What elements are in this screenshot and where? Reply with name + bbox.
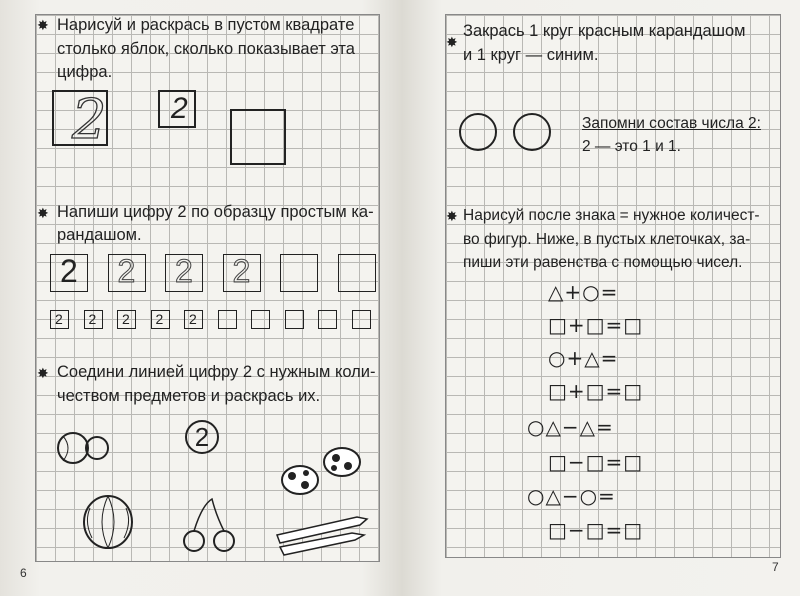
task3-line: чеством предметов и раскрась их.	[57, 387, 321, 405]
equation: △+○=	[548, 280, 619, 304]
tracing-box-small[interactable]	[184, 310, 203, 329]
tracing-box-small[interactable]	[151, 310, 170, 329]
tracing-digit: 2	[117, 253, 136, 289]
circle-blue	[514, 114, 550, 150]
task2-line: рандашом.	[57, 226, 142, 244]
ladybugs-picture[interactable]	[270, 440, 380, 500]
tracing-box[interactable]	[50, 254, 88, 292]
tracing-box[interactable]	[165, 254, 203, 292]
tracing-box-small[interactable]	[285, 310, 304, 329]
remember-title: Запомни состав числа 2:	[582, 115, 761, 132]
task3-line: Соедини линией цифру 2 с нужным коли-	[57, 363, 376, 381]
tracing-digit: 2	[88, 311, 97, 327]
task-line: во фигур. Ниже, в пустых клеточках, за-	[463, 231, 751, 248]
tracing-digit: 2	[55, 311, 63, 327]
equation: ○△−△=	[527, 415, 614, 439]
star-bullet-icon: ✸	[37, 205, 49, 221]
star-bullet-icon: ✸	[446, 208, 458, 224]
tracing-box-small[interactable]	[318, 310, 337, 329]
equation: □−□=□	[548, 518, 644, 542]
pencils-picture[interactable]	[272, 505, 372, 555]
star-bullet-icon: ✸	[37, 365, 49, 381]
tracing-digit: 2	[189, 311, 197, 327]
circle-red	[460, 114, 496, 150]
star-bullet-icon: ✸	[37, 17, 49, 33]
page-number: 6	[20, 566, 27, 580]
circles-to-color	[458, 112, 558, 154]
remember-text: 2 — это 1 и 1.	[582, 138, 681, 155]
equation: □−□=□	[548, 450, 644, 474]
star-bullet-icon: ✸	[446, 34, 458, 50]
digit-box	[158, 90, 196, 128]
tracing-digit: 2	[155, 311, 164, 327]
circled-digit[interactable]: 2	[185, 420, 219, 454]
task1-line: столько яблок, сколько показывает эта	[57, 40, 355, 58]
tracing-box[interactable]	[223, 254, 261, 292]
sample-digit: 2	[72, 88, 107, 151]
equation: □+□=□	[548, 313, 644, 337]
task2-line: Напиши цифру 2 по образцу простым ка-	[57, 203, 374, 221]
page-number: 7	[772, 560, 779, 574]
equation: ○△−○=	[527, 484, 616, 508]
tracing-box-small[interactable]	[251, 310, 270, 329]
tracing-box-small[interactable]	[352, 310, 371, 329]
tracing-box[interactable]	[108, 254, 146, 292]
digit: 2	[171, 92, 188, 125]
tracing-box-small[interactable]	[218, 310, 237, 329]
tracing-box[interactable]	[280, 254, 318, 292]
tracing-box-small[interactable]	[84, 310, 103, 329]
tracing-digit: 2	[60, 253, 78, 289]
watermelon-picture[interactable]	[78, 488, 138, 553]
tracing-digit: 2	[232, 253, 251, 289]
task1-line: Нарисуй и раскрась в пустом квадрате	[57, 16, 355, 34]
task-line: Нарисуй после знака = нужное количест-	[463, 207, 760, 224]
equation: □+□=□	[548, 379, 644, 403]
tracing-digit: 2	[122, 311, 130, 327]
task1-line: цифра.	[57, 63, 113, 81]
tracing-digit: 2	[175, 253, 193, 289]
tracing-box-small[interactable]	[117, 310, 136, 329]
equation: ○+△=	[548, 346, 619, 370]
empty-drawing-box[interactable]	[230, 109, 286, 165]
task-line: и 1 круг — синим.	[463, 46, 599, 64]
task-line: Закрась 1 круг красным карандашом	[463, 22, 746, 40]
cherries-picture[interactable]	[180, 495, 240, 555]
task-line: пиши эти равенства с помощью чисел.	[463, 254, 743, 271]
sample-digit-box	[52, 88, 108, 151]
tracing-box[interactable]	[338, 254, 376, 292]
balls-picture[interactable]	[55, 428, 115, 473]
tracing-box-small[interactable]	[50, 310, 69, 329]
